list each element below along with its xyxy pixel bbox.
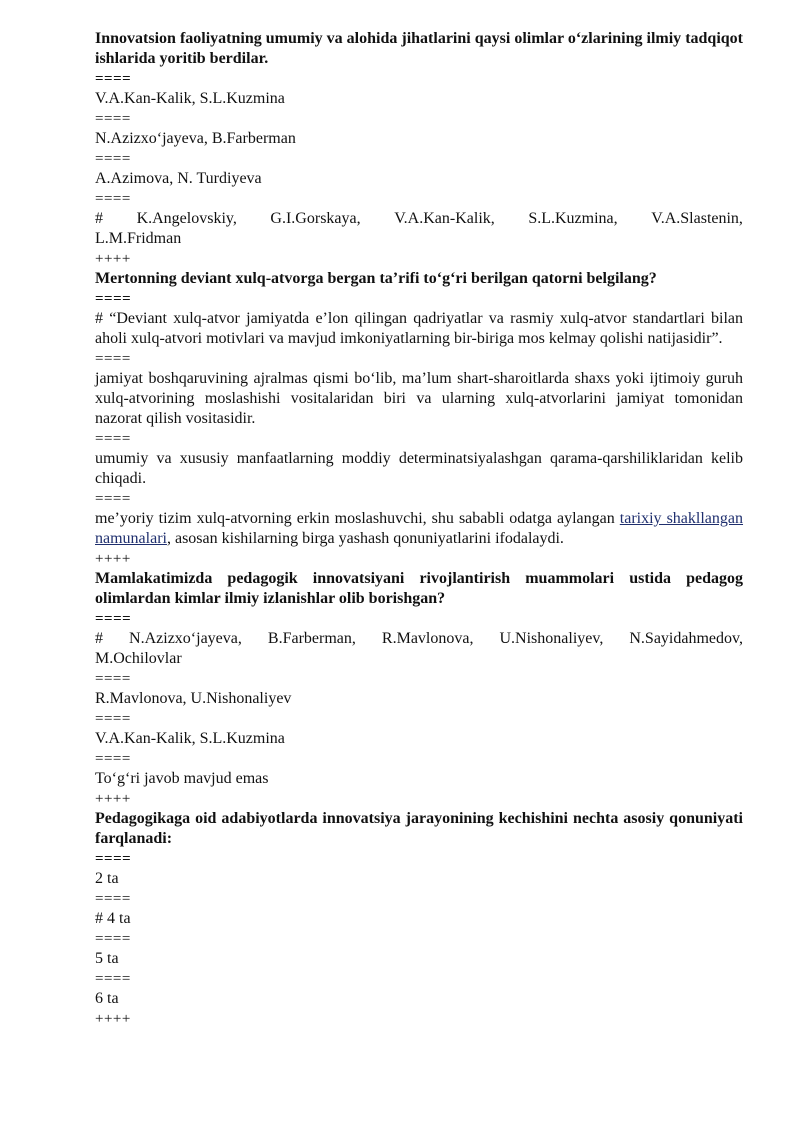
author-name: V.A.Kan-Kalik, <box>394 210 495 227</box>
separator: ==== <box>95 711 131 727</box>
separator: ==== <box>95 191 131 207</box>
separator: ==== <box>95 491 131 507</box>
answer-marker: # <box>95 210 103 227</box>
question-1: Innovatsion faoliyatning umumiy va alohida jihatlarini qaysi olimlar o‘zlarining ilmiy tadqiqot ishlarida yoritib berdilar. <box>95 30 743 67</box>
q2-option-4-text: me’yoriy tizim xulq-atvorning erkin moslashuvchi, shu sababli odatga aylangan <box>95 510 620 527</box>
q2-option-3: umumiy va xususiy manfaatlarning moddiy determinatsiyalashgan qarama-qarshiliklaridan kelib chiqadi. <box>95 450 743 487</box>
author-name: U.Nishonaliyev, <box>499 630 604 647</box>
question-4: Pedagogikaga oid adabiyotlarda innovatsiya jarayonining kechishini nechta asosiy qonuniyati farqlanadi: <box>95 810 743 847</box>
separator: ==== <box>95 351 131 367</box>
author-name: K.Angelovskiy, <box>136 210 237 227</box>
q2-option-1: # “Deviant xulq-atvor jamiyatda e’lon qilingan qadriyatlar va rasmiy xulq-atvor standartlari bilan aholi xulq-atvori motivlari va mavjud imkoniyatlarning bir-biriga mos kelmay qolishi natijasidir”. <box>95 310 743 347</box>
q2-option-4-text-end: , asosan kishilarning birga yashash qonuniyatlarini ifodalaydi. <box>166 530 564 547</box>
separator: ==== <box>95 931 131 947</box>
q2-option-4 <box>95 509 743 549</box>
q4-option-2: # 4 ta <box>95 910 131 927</box>
q1-option-2: N.Azizxo‘jayeva, B.Farberman <box>95 130 296 147</box>
q1-correct-answer-line-2: L.M.Fridman <box>95 230 182 247</box>
author-name: S.L.Kuzmina, <box>528 210 618 227</box>
separator: ==== <box>95 611 132 627</box>
q3-option-3: V.A.Kan-Kalik, S.L.Kuzmina <box>95 730 285 747</box>
q4-option-3: 5 ta <box>95 950 119 967</box>
document-page <box>95 29 743 1029</box>
separator: ==== <box>95 751 131 767</box>
end-marker: ++++ <box>95 551 131 567</box>
q4-option-4: 6 ta <box>95 990 119 1007</box>
separator: ==== <box>95 851 132 867</box>
q1-option-3: A.Azimova, N. Turdiyeva <box>95 170 262 187</box>
hyperlink[interactable]: tarixiy shakllangan namunalari <box>95 510 744 547</box>
question-2: Mertonning deviant xulq-atvorga bergan ta’rifi to‘g‘ri berilgan qatorni belgilang? <box>95 270 657 287</box>
author-name: B.Farberman, <box>267 630 356 647</box>
separator: ==== <box>95 151 131 167</box>
separator: ==== <box>95 71 132 87</box>
separator: ==== <box>95 431 131 447</box>
separator: ==== <box>95 671 131 687</box>
end-marker: ++++ <box>95 1011 131 1027</box>
end-marker: ++++ <box>95 791 131 807</box>
q3-correct-answer-line-1 <box>95 629 743 649</box>
q3-correct-answer-line-2: M.Ochilovlar <box>95 650 182 667</box>
separator: ==== <box>95 111 131 127</box>
q1-option-1: V.A.Kan-Kalik, S.L.Kuzmina <box>95 90 285 107</box>
separator: ==== <box>95 291 132 307</box>
author-name: N.Azizxo‘jayeva, <box>129 630 242 647</box>
end-marker: ++++ <box>95 251 131 267</box>
q1-correct-answer-line-1 <box>95 209 743 229</box>
answer-marker: # <box>95 630 103 647</box>
q2-option-2: jamiyat boshqaruvining ajralmas qismi bo‘lib, ma’lum shart-sharoitlarda shaxs yoki ijtimoiy guruh xulq-atvorining moslashishi vositalaridan biri va ularning xulq-atvorlarini jamiyat tomonidan nazorat qilish vositasidir. <box>95 370 743 427</box>
separator: ==== <box>95 971 131 987</box>
author-name: N.Sayidahmedov, <box>629 630 743 647</box>
separator: ==== <box>95 891 131 907</box>
author-name: V.A.Slastenin, <box>651 210 743 227</box>
author-name: G.I.Gorskaya, <box>270 210 361 227</box>
question-3: Mamlakatimizda pedagogik innovatsiyani rivojlantirish muammolari ustida pedagog olimlardan kimlar ilmiy izlanishlar olib borishgan? <box>95 570 743 607</box>
q4-option-1: 2 ta <box>95 870 119 887</box>
q3-option-4: To‘g‘ri javob mavjud emas <box>95 770 269 787</box>
q3-option-2: R.Mavlonova, U.Nishonaliyev <box>95 690 292 707</box>
author-name: R.Mavlonova, <box>381 630 474 647</box>
